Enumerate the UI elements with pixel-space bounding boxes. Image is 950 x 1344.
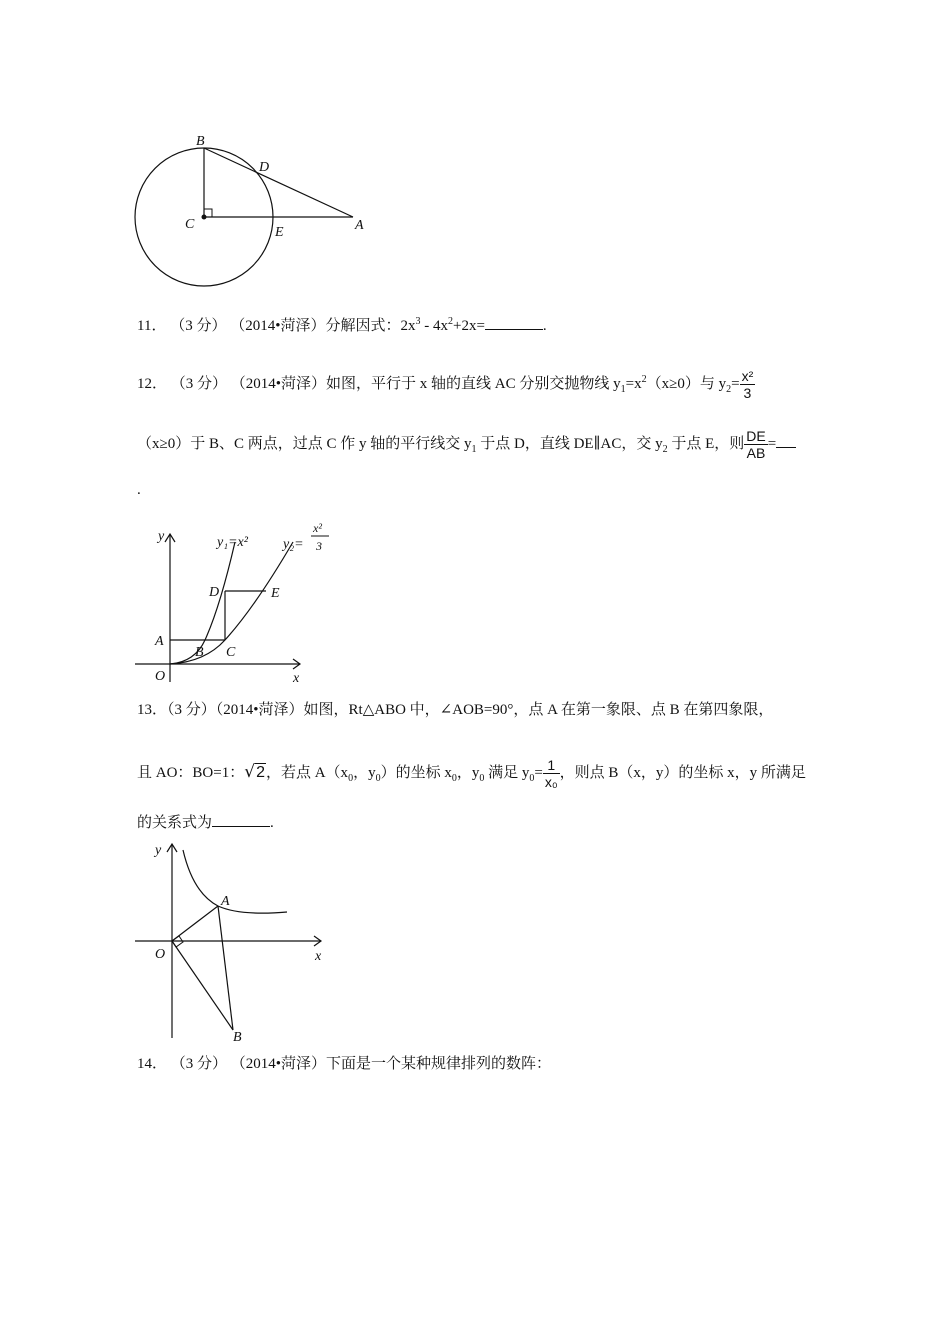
q12-answer-blank[interactable]	[776, 433, 796, 448]
q11-source: （2014•菏泽）	[230, 318, 326, 334]
figure-parabolas	[125, 512, 345, 690]
label-a: A	[355, 218, 364, 233]
label-x: x	[293, 671, 300, 686]
q11-score: （3 分）	[170, 318, 227, 334]
q14-source: （2014•菏泽）	[230, 1056, 327, 1072]
label-y2-curve: y₂=	[283, 537, 304, 552]
q14-score: （3 分）	[170, 1056, 228, 1072]
q11-text: 分解因式：2x	[325, 318, 416, 334]
q12-score: （3 分）	[170, 376, 228, 392]
center-dot	[202, 215, 207, 220]
question-12-line2: （x≥0）于 B、C 两点，过点 C 作 y 轴的平行线交 $y_1$ 于点 D，直线 DE∥AC，交 $y_2$ 于点 E，则 $\frac{DE}{AB}$ =	[137, 424, 796, 464]
label-y: y	[158, 529, 165, 544]
q12-end-dot: .	[137, 482, 141, 498]
label-a: A	[155, 634, 164, 649]
figure-circle-tangent	[125, 128, 385, 298]
label-c: C	[185, 217, 195, 232]
q13-sqrt: √2	[244, 762, 265, 782]
q12-number: 12．	[137, 376, 168, 392]
q12-fraction: $\frac{\text{x²}}{3}$	[741, 368, 754, 402]
label-a: A	[221, 894, 230, 909]
label-y1-curve: y₁=x²	[217, 535, 248, 550]
question-14: 14． （3 分） （2014•菏泽）下面是一个某种规律排列的数阵：	[137, 1056, 552, 1072]
label-d: D	[209, 585, 220, 600]
label-y2-num: x²	[313, 521, 322, 535]
q13-answer-blank[interactable]	[212, 812, 270, 827]
q11-answer-blank[interactable]	[485, 315, 543, 330]
q11-number: 11．	[137, 318, 167, 334]
figure-hyperbola-triangle	[125, 838, 345, 1048]
label-x: x	[315, 949, 322, 964]
question-13-line3: 的关系式为 .	[137, 812, 274, 833]
label-b: B	[195, 645, 204, 660]
q13-score: （3 分）	[167, 702, 216, 718]
q12-source: （2014•菏泽）	[230, 376, 327, 392]
label-o: O	[155, 947, 166, 962]
q13-fraction: $\frac{1}{\text{x₀}}$	[544, 757, 558, 791]
label-o: O	[155, 669, 166, 684]
label-e: E	[275, 225, 284, 240]
q13-number: 13．	[137, 702, 168, 718]
label-y: y	[155, 843, 162, 858]
label-y2-den: 3	[316, 539, 322, 553]
label-e: E	[271, 586, 280, 601]
q13-source: （2014•菏泽）	[215, 702, 304, 718]
q12-ratio: $\frac{DE}{AB}$	[746, 428, 766, 462]
label-d: D	[259, 160, 270, 175]
label-b: B	[233, 1030, 242, 1045]
question-13-line2: 且 AO：BO=1：√2，若点 $A(x_0$，$y_0$）的坐标 $x_0$，$y_0$ 满足 $y_0=$ $\frac{1}{\text{x₀}}$ ，则点 B（x，y）的坐标 x，y 所满足	[137, 757, 806, 791]
label-c: C	[226, 645, 236, 660]
question-12: 12． （3 分） （2014•菏泽）如图，平行于 x 轴的直线 AC 分别交抛物线 $y_1=x^2(x\ge 0)$与 $y_2=$ $\frac{\text{x²}}{3}$	[137, 368, 754, 402]
q14-number: 14．	[137, 1056, 168, 1072]
question-11: 11． （3 分） （2014•菏泽）分解因式：$2x^3 - 4x^2+2x=$ .	[137, 316, 547, 334]
question-13: 13．（3 分）（2014•菏泽）如图，Rt△ABO 中，∠AOB=90°，点 A 在第一象限、点 B 在第四象限，	[137, 702, 774, 718]
segment-ba	[204, 148, 353, 217]
hyperbola	[183, 850, 287, 913]
label-b: B	[196, 134, 205, 149]
